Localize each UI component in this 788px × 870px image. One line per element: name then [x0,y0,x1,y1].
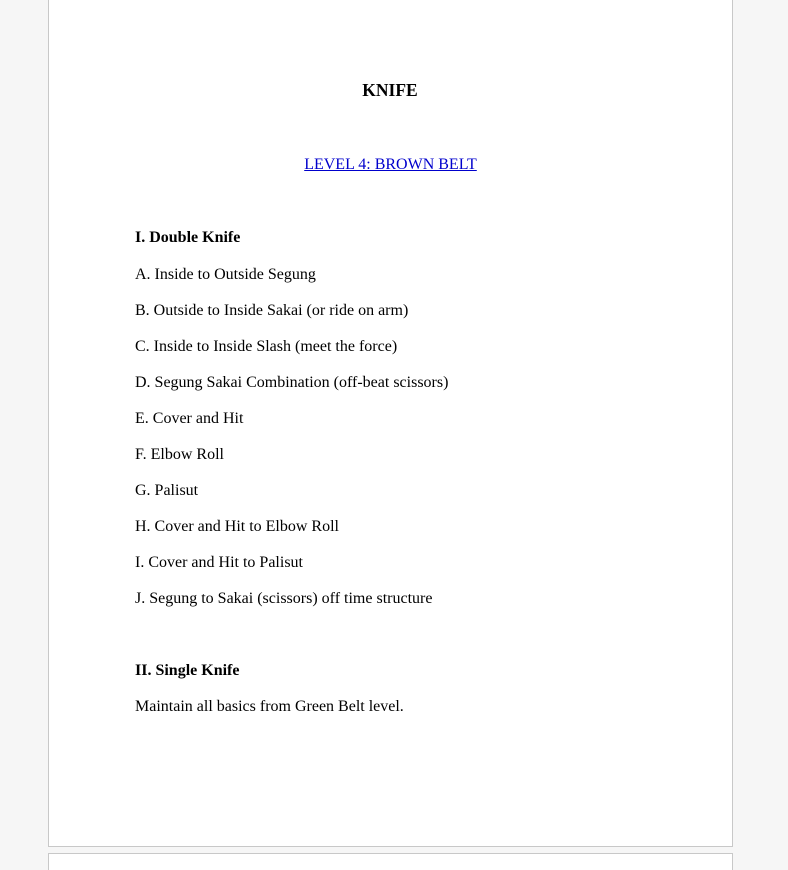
list-item: C. Inside to Inside Slash (meet the force) [135,338,398,355]
list-item: J. Segung to Sakai (scissors) off time structure [135,590,433,607]
list-item: G. Palisut [135,482,199,499]
list-item: B. Outside to Inside Sakai (or ride on arm) [135,302,409,319]
document-title: KNIFE [362,80,418,100]
list-item: D. Segung Sakai Combination (off-beat scissors) [135,374,449,391]
list-item: F. Elbow Roll [135,446,224,463]
section-heading-double-knife: I. Double Knife [135,229,241,246]
document-page-2 [48,853,733,870]
list-item: E. Cover and Hit [135,410,244,427]
level-link[interactable]: LEVEL 4: BROWN BELT [304,156,477,173]
section-heading-single-knife: II. Single Knife [135,662,240,679]
list-item: A. Inside to Outside Segung [135,266,316,283]
paragraph: Maintain all basics from Green Belt level. [135,698,404,715]
level-heading [49,154,732,176]
list-item: I. Cover and Hit to Palisut [135,554,303,571]
list-item: H. Cover and Hit to Elbow Roll [135,518,339,535]
document-page-1 [48,0,733,847]
